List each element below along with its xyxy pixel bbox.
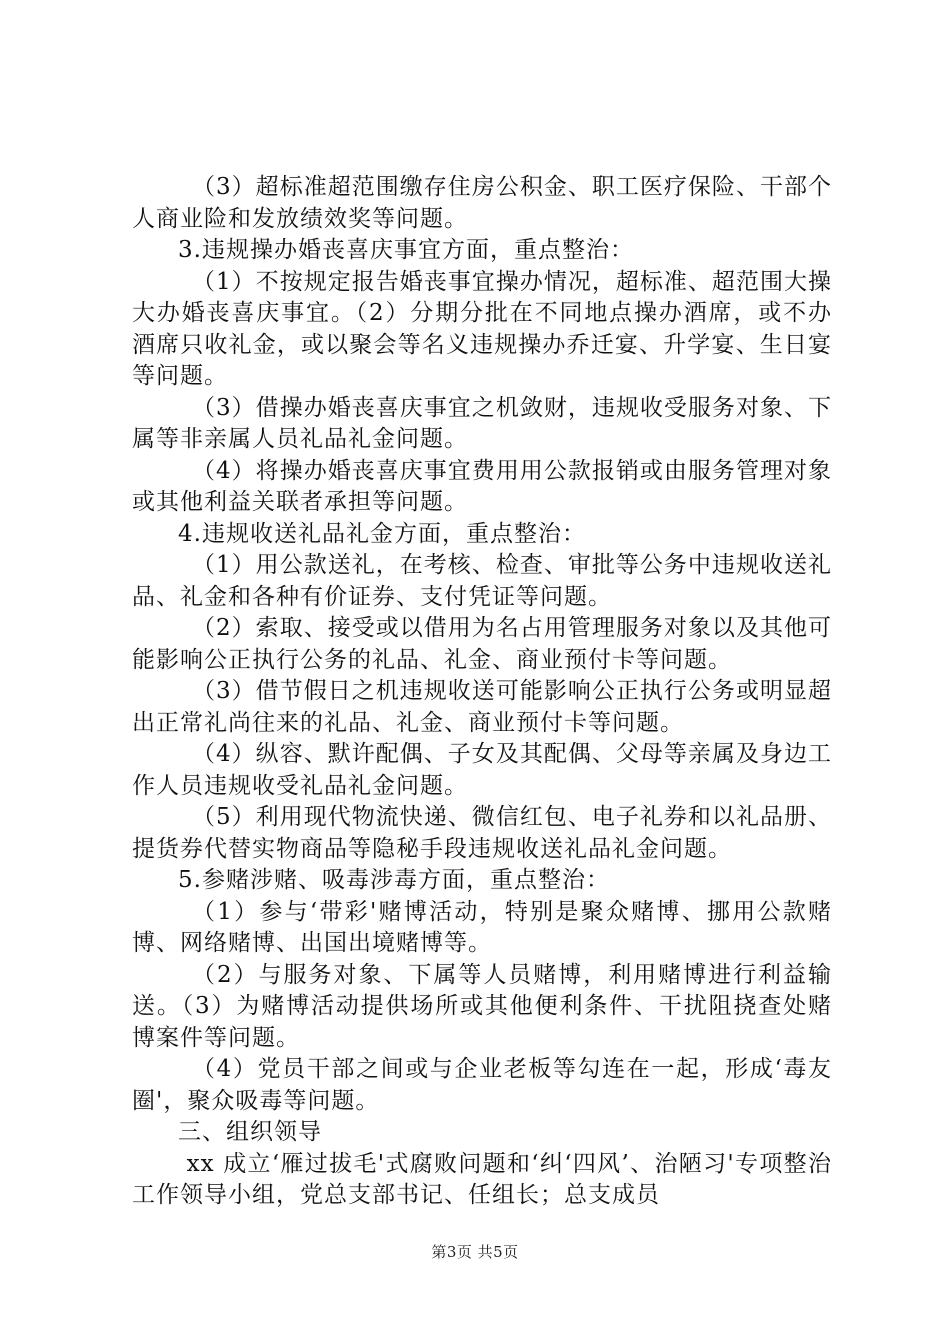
paragraph-item: （3）借节假日之机违规收送可能影响公正执行公务或明显超出正常礼尚往来的礼品、礼金、商业预付卡等问题。: [132, 678, 832, 736]
paragraph-item: （5）利用现代物流快递、微信红包、电子礼券和以礼品册、提货券代替实物商品等隐秘手段违规收送礼品礼金问题。: [132, 804, 832, 862]
paragraph-item: （4）将操办婚丧喜庆事宜费用用公款报销或由服务管理对象或其他利益关联者承担等问题。: [132, 457, 832, 515]
paragraph-item: （2）索取、接受或以借用为名占用管理服务对象以及其他可能影响公正执行公务的礼品、礼金、商业预付卡等问题。: [132, 615, 832, 673]
paragraph-item: （1）不按规定报告婚丧事宜操办情况，超标准、超范围大操大办婚丧喜庆事宜。（2）分期分批在不同地点操办酒席，或不办酒席只收礼金，或以聚会等名义违规操办乔迁宴、升学宴、生日宴等问题。: [132, 268, 832, 389]
section-heading: 3.违规操办婚丧喜庆事宜方面，重点整治：: [178, 237, 634, 263]
paragraph-item: （2）与服务对象、下属等人员赌博，利用赌博进行利益输送。（3）为赌博活动提供场所或其他便利条件、干扰阻挠查处赌博案件等问题。: [132, 961, 832, 1051]
paragraph-text: xx 成立‘雁过拔毛'式腐败问题和‘纠‘四风’、治陋习'专项整治工作领导小组，党总支部书记、任组长；总支成员: [132, 1150, 832, 1208]
paragraph-item: （3）超标准超范围缴存住房公积金、职工医疗保险、干部个人商业险和发放绩效奖等问题。: [132, 174, 832, 232]
paragraph-item: （1）参与‘带彩'赌博活动，特别是聚众赌博、挪用公款赌博、网络赌博、出国出境赌博等。: [132, 898, 832, 956]
paragraph-item: （1）用公款送礼，在考核、检查、审批等公务中违规收送礼品、礼金和各种有价证券、支付凭证等问题。: [132, 552, 832, 610]
chapter-heading: 三、组织领导: [178, 1119, 322, 1145]
page-footer: 第3页 共5页: [431, 1243, 519, 1261]
paragraph-item: （4）党员干部之间或与企业老板等勾连在一起，形成‘毒友圈'，聚众吸毒等问题。: [132, 1056, 832, 1114]
section-heading: 5.参赌涉赌、吸毒涉毒方面，重点整治：: [178, 867, 610, 893]
document-body: [132, 172, 832, 1212]
section-heading: 4.违规收送礼品礼金方面，重点整治：: [178, 520, 586, 547]
paragraph-item: （4）纵容、默许配偶、子女及其配偶、父母等亲属及身边工作人员违规收受礼品礼金问题。: [132, 741, 832, 799]
paragraph-item: （3）借操办婚丧喜庆事宜之机敛财，违规收受服务对象、下属等非亲属人员礼品礼金问题。: [132, 394, 832, 452]
